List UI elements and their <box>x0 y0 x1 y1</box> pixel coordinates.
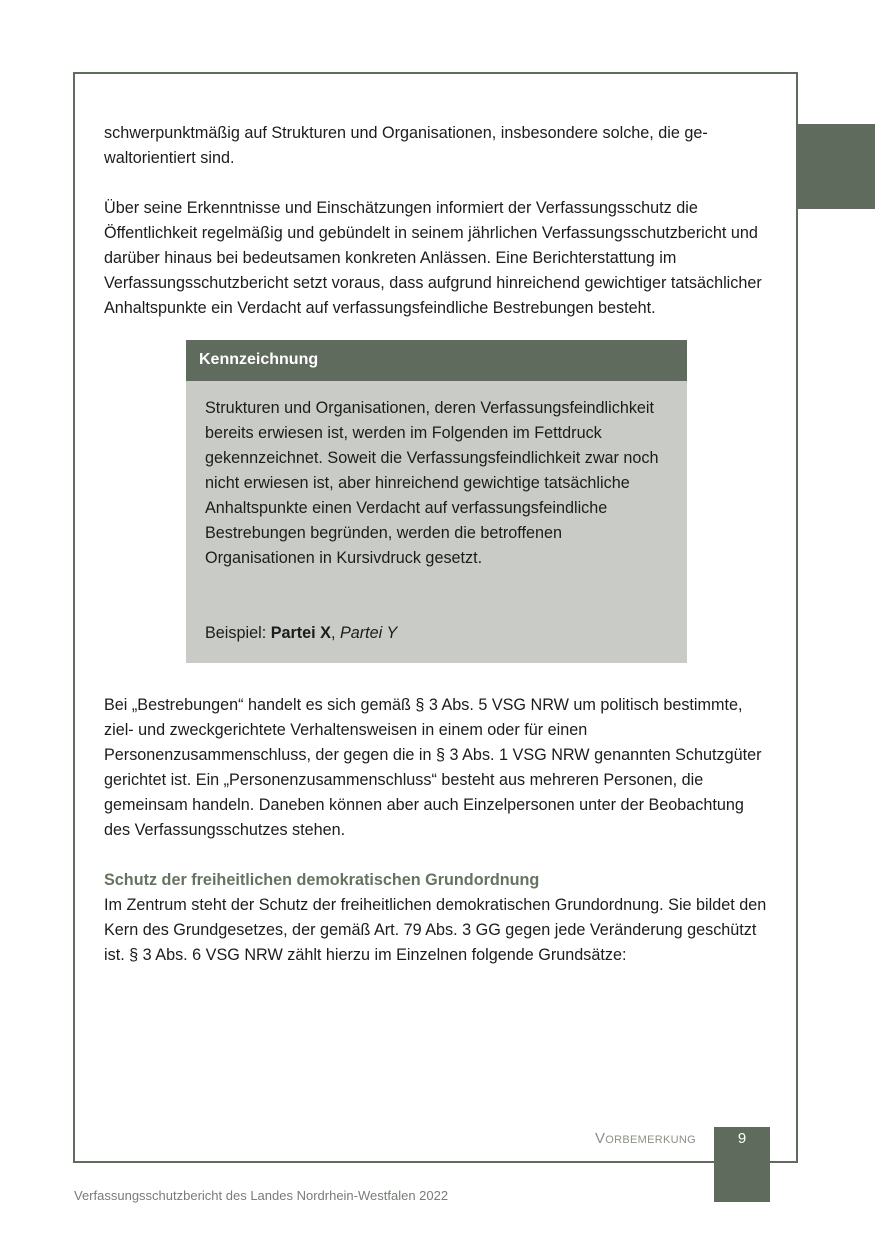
page-number-tab <box>714 1127 770 1202</box>
main-content <box>104 121 772 968</box>
paragraph-grundordnung: Im Zentrum steht der Schutz der freiheitlichen demokratischen Grundordnung. Sie bildet den Kern des Grundgesetzes, der gemäß Art. 79 Abs. 3 GG gegen jede Veränderung geschützt ist. § 3 Abs. 6 VSG NRW zählt hierzu im Einzelnen folgende Grundsätze: <box>104 896 767 964</box>
chapter-side-tab <box>798 124 875 209</box>
info-box-title: Kennzeichnung <box>186 340 687 381</box>
example-bold: Partei X <box>270 624 331 642</box>
running-footer-title: Verfassungsschutzbericht des Landes Nordrhein-Westfalen 2022 <box>74 1188 449 1203</box>
paragraph-reporting: Über seine Erkenntnisse und Einschätzungen informiert der Verfassungsschutz die Öffentlichkeit regelmäßig und gebündelt in seinem jährlichen Verfassungsschutzbericht und darüber hinaus bei bedeutsamen konkreten Anlässen. Eine Berichterstattung im Verfassungsschutzbericht setzt voraus, dass aufgrund hinreichend gewichtiger tatsächlicher Anhaltspunkte ein Verdacht auf verfassungsfeindliche Bestrebungen besteht. <box>104 199 762 317</box>
example-separator: , <box>330 624 340 642</box>
section-heading: Schutz der freiheitlichen demokratischen Grundordnung <box>104 871 540 889</box>
example-label: Beispiel: <box>205 624 271 642</box>
info-box-example <box>205 621 673 646</box>
paragraph-intro-continuation: schwerpunktmäßig auf Strukturen und Organisationen, insbesondere solche, die gewaltorientiert sind. <box>104 124 708 167</box>
info-box-text: Strukturen und Organisationen, deren Verfassungsfeindlichkeit bereits erwiesen ist, werden im Folgenden im Fettdruck gekennzeichnet. Soweit die Verfassungsfeindlichkeit zwar noch nicht erwiesen ist, aber hinreichend gewichtige tatsächliche Anhaltspunkte einen Verdacht auf verfassungsfeindliche Bestrebungen begründen, werden die betroffenen Organisationen in Kursivdruck gesetzt. <box>205 399 659 567</box>
page-number: 9 <box>737 1130 747 1147</box>
example-italic: Partei Y <box>339 624 398 642</box>
info-box-kennzeichnung <box>186 340 687 663</box>
footer-section-label: Vorbemerkung <box>594 1130 696 1147</box>
info-box-body <box>186 381 687 663</box>
paragraph-bestrebungen: Bei „Bestrebungen“ handelt es sich gemäß § 3 Abs. 5 VSG NRW um politisch bestimmte, ziel- und zweckgerichtete Verhaltensweisen in einem oder für einen Personenzusammenschluss, der gegen die in § 3 Abs. 1 VSG NRW genannten Schutzgüter gerichtet ist. Ein „Personenzusammenschluss“ besteht aus mehreren Personen, die gemeinsam handeln. Daneben können aber auch Einzelpersonen unter der Beobachtung des Verfassungsschutzes stehen. <box>104 696 762 839</box>
